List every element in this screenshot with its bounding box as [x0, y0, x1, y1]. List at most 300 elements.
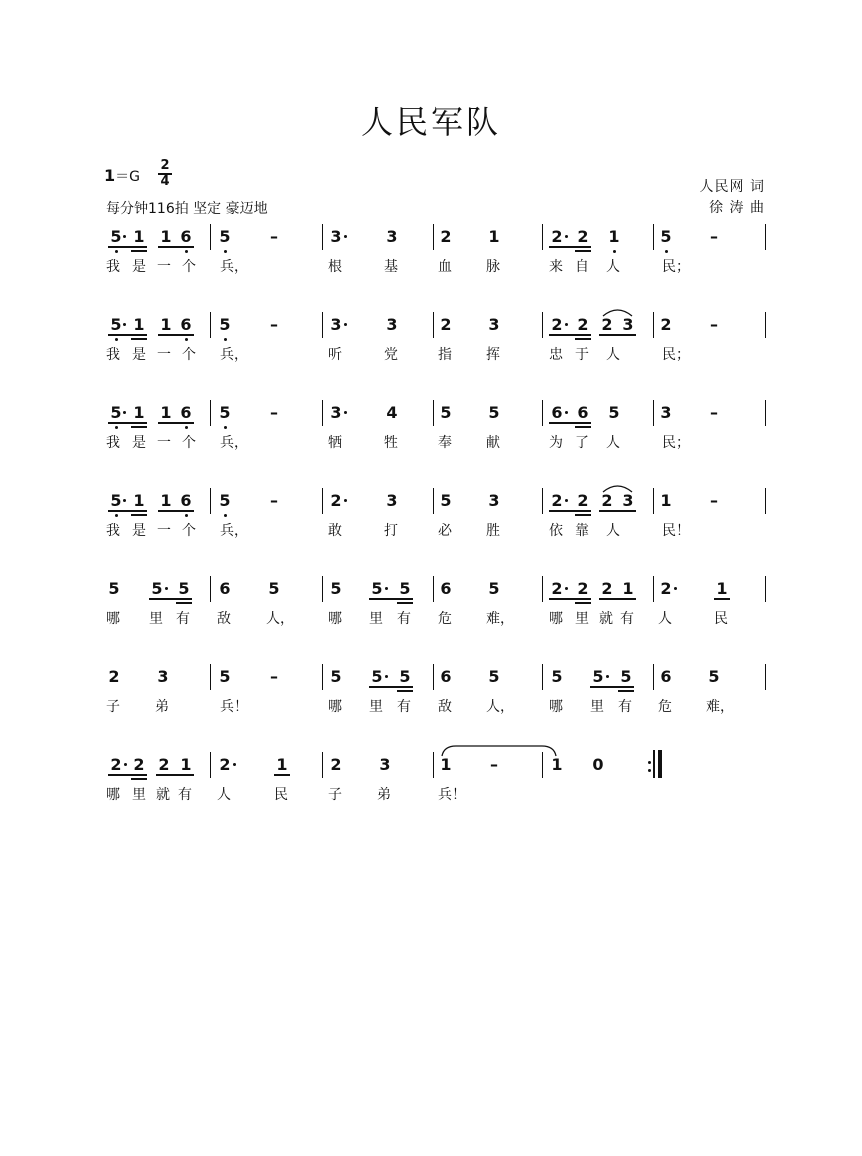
beam-underline — [549, 598, 591, 600]
lower-octave-dot — [665, 250, 668, 253]
note: 5 — [110, 315, 122, 334]
lyric-syllable: 人 — [658, 611, 672, 627]
barline — [433, 488, 434, 514]
augmentation-dot — [385, 675, 388, 678]
note: 2 — [577, 315, 589, 334]
note: – — [710, 403, 718, 422]
note: 2 — [551, 227, 563, 246]
beam-underline — [158, 334, 194, 336]
key-text: ＝G — [115, 169, 140, 185]
beam-underline — [549, 510, 591, 512]
barline — [322, 400, 323, 426]
barline — [653, 664, 654, 690]
lower-octave-dot — [115, 250, 118, 253]
augmentation-dot — [565, 499, 568, 502]
augmentation-dot — [385, 587, 388, 590]
beam-underline — [176, 602, 192, 604]
lyric-syllable: 个 — [182, 347, 196, 363]
note: 5 — [219, 667, 231, 686]
beam-underline — [369, 686, 413, 688]
note: 3 — [330, 227, 342, 246]
note: 2 — [577, 491, 589, 510]
note: 5 — [219, 227, 231, 246]
final-barline-thick — [658, 750, 662, 778]
barline — [433, 664, 434, 690]
barline — [210, 752, 211, 778]
lyric-syllable: 依 — [549, 523, 563, 539]
note: 2 — [601, 491, 613, 510]
final-barline-thin — [653, 750, 655, 778]
beam-underline — [575, 514, 591, 516]
lyric-syllable: 里 — [369, 699, 383, 715]
time-signature — [158, 160, 172, 188]
beam-underline — [131, 514, 147, 516]
note: 2 — [108, 667, 120, 686]
time-signature-top: 2 — [160, 158, 170, 173]
lower-octave-dot — [224, 338, 227, 341]
lyricist-credit: 人民网 词 — [699, 179, 765, 195]
lyric-syllable: 我 — [106, 259, 120, 275]
lyric-syllable: 兵！ — [438, 787, 466, 803]
beam-underline — [158, 510, 194, 512]
note: 2 — [440, 227, 452, 246]
beam-underline — [549, 246, 591, 248]
barline — [322, 664, 323, 690]
beam-underline — [369, 598, 413, 600]
lyric-syllable: 里 — [132, 787, 146, 803]
note: 5 — [151, 579, 163, 598]
lyric-syllable: 一 — [157, 347, 171, 363]
augmentation-dot — [565, 323, 568, 326]
barline — [653, 576, 654, 602]
note: – — [710, 227, 718, 246]
note: 3 — [488, 315, 500, 334]
barline — [765, 224, 766, 250]
lyric-syllable: 人 — [606, 347, 620, 363]
lyric-syllable: 胜 — [486, 523, 500, 539]
lyric-syllable: 哪 — [328, 699, 342, 715]
lyric-syllable: 牺 — [328, 435, 342, 451]
augmentation-dot — [344, 499, 347, 502]
note: 6 — [180, 403, 192, 422]
lyric-syllable: 里 — [575, 611, 589, 627]
lyric-syllable: 有 — [397, 699, 411, 715]
note: – — [270, 227, 278, 246]
barline — [322, 312, 323, 338]
beam-underline — [108, 510, 147, 512]
lyric-syllable: 哪 — [328, 611, 342, 627]
augmentation-dot — [123, 411, 126, 414]
note: 0 — [592, 755, 604, 774]
note: 1 — [622, 579, 634, 598]
note: 2 — [440, 315, 452, 334]
barline — [542, 400, 543, 426]
beam-underline — [575, 426, 591, 428]
augmentation-dot — [674, 587, 677, 590]
lyric-syllable: 敢 — [328, 523, 342, 539]
lyric-syllable: 我 — [106, 347, 120, 363]
lyric-syllable: 我 — [106, 523, 120, 539]
lyric-syllable: 奉 — [438, 435, 452, 451]
lyric-syllable: 兵， — [220, 435, 248, 451]
beam-underline — [599, 334, 636, 336]
note: 2 — [330, 491, 342, 510]
beam-underline — [397, 602, 413, 604]
lyric-syllable: 里 — [149, 611, 163, 627]
note: 5 — [399, 579, 411, 598]
lyric-syllable: 个 — [182, 435, 196, 451]
augmentation-dot — [606, 675, 609, 678]
note: 2 — [660, 315, 672, 334]
beam-underline — [108, 246, 147, 248]
lyric-syllable: 兵！ — [220, 699, 248, 715]
beam-underline — [575, 602, 591, 604]
note: 6 — [577, 403, 589, 422]
barline — [542, 488, 543, 514]
lyric-syllable: 脉 — [486, 259, 500, 275]
barline — [210, 224, 211, 250]
lyric-syllable: 是 — [132, 523, 146, 539]
lyric-syllable: 就 — [599, 611, 613, 627]
note: 1 — [133, 491, 145, 510]
barline — [765, 312, 766, 338]
lyric-syllable: 一 — [157, 523, 171, 539]
lyric-syllable: 难， — [486, 611, 514, 627]
repeat-dot — [648, 761, 651, 764]
note: 5 — [110, 491, 122, 510]
beam-underline — [549, 334, 591, 336]
song-title: 人民军队 — [360, 103, 501, 141]
note: 3 — [330, 315, 342, 334]
note: 3 — [660, 403, 672, 422]
lyric-syllable: 我 — [106, 435, 120, 451]
barline — [433, 576, 434, 602]
composer-credit: 徐 涛 曲 — [709, 200, 765, 216]
lyric-syllable: 民 — [274, 787, 288, 803]
system-3 — [0, 402, 862, 482]
beam-underline — [618, 690, 634, 692]
barline — [210, 664, 211, 690]
note: 1 — [440, 755, 452, 774]
lyric-syllable: 有 — [618, 699, 632, 715]
note: 2 — [551, 315, 563, 334]
lyric-syllable: 必 — [438, 523, 452, 539]
note: 5 — [440, 491, 452, 510]
augmentation-dot — [123, 235, 126, 238]
lyric-syllable: 个 — [182, 259, 196, 275]
lyric-syllable: 敌 — [217, 611, 231, 627]
slur — [603, 483, 632, 493]
beam-underline — [156, 774, 194, 776]
note: 3 — [386, 227, 398, 246]
lyric-syllable: 指 — [438, 347, 452, 363]
note: 2 — [330, 755, 342, 774]
note: – — [270, 667, 278, 686]
note: 5 — [178, 579, 190, 598]
slur — [603, 307, 632, 317]
note: – — [710, 491, 718, 510]
note: 2 — [577, 579, 589, 598]
lyric-syllable: 弟 — [155, 699, 169, 715]
lyric-syllable: 民； — [662, 347, 690, 363]
note: – — [270, 315, 278, 334]
note: 2 — [551, 579, 563, 598]
tempo-marking: 每分钟116拍 坚定 豪迈地 — [106, 201, 268, 217]
beam-underline — [131, 778, 147, 780]
barline — [322, 752, 323, 778]
note: 3 — [330, 403, 342, 422]
lyric-syllable: 是 — [132, 347, 146, 363]
note: 5 — [219, 491, 231, 510]
note: 5 — [108, 579, 120, 598]
lyric-syllable: 兵， — [220, 347, 248, 363]
augmentation-dot — [565, 411, 568, 414]
barline — [653, 400, 654, 426]
note: 3 — [488, 491, 500, 510]
note: 5 — [620, 667, 632, 686]
lyric-syllable: 人 — [217, 787, 231, 803]
lyric-syllable: 人， — [486, 699, 514, 715]
note: 5 — [219, 403, 231, 422]
beam-underline — [131, 250, 147, 252]
beam-underline — [149, 598, 192, 600]
note: 6 — [219, 579, 231, 598]
lyric-syllable: 子 — [106, 699, 120, 715]
lyric-syllable: 一 — [157, 259, 171, 275]
lower-octave-dot — [224, 250, 227, 253]
lyric-syllable: 有 — [620, 611, 634, 627]
barline — [322, 488, 323, 514]
beam-underline — [131, 426, 147, 428]
augmentation-dot — [165, 587, 168, 590]
barline — [210, 488, 211, 514]
barline — [322, 576, 323, 602]
note: 5 — [371, 579, 383, 598]
lyric-syllable: 于 — [575, 347, 589, 363]
lower-octave-dot — [613, 250, 616, 253]
system-1 — [0, 226, 862, 306]
note: 5 — [592, 667, 604, 686]
system-6 — [0, 666, 862, 746]
note: 1 — [160, 491, 172, 510]
note: 6 — [440, 667, 452, 686]
lower-octave-dot — [224, 426, 227, 429]
beam-underline — [158, 246, 194, 248]
note: 3 — [622, 491, 634, 510]
lyric-syllable: 人 — [606, 435, 620, 451]
note: 2 — [133, 755, 145, 774]
lyric-syllable: 弟 — [377, 787, 391, 803]
lyric-syllable: 哪 — [106, 787, 120, 803]
tie — [442, 745, 556, 757]
note: 6 — [551, 403, 563, 422]
beam-underline — [575, 250, 591, 252]
augmentation-dot — [344, 323, 347, 326]
lyric-syllable: 献 — [486, 435, 500, 451]
note: 5 — [708, 667, 720, 686]
note: 6 — [180, 227, 192, 246]
time-signature-bottom: 4 — [160, 173, 170, 189]
lower-octave-dot — [115, 338, 118, 341]
note: 2 — [601, 315, 613, 334]
note: 5 — [660, 227, 672, 246]
note: 2 — [219, 755, 231, 774]
lyric-syllable: 了 — [575, 435, 589, 451]
note: 3 — [386, 315, 398, 334]
augmentation-dot — [233, 763, 236, 766]
barline — [210, 576, 211, 602]
note: 2 — [158, 755, 170, 774]
note: 5 — [399, 667, 411, 686]
lyric-syllable: 敌 — [438, 699, 452, 715]
note: 2 — [110, 755, 122, 774]
repeat-dot — [648, 769, 651, 772]
lyric-syllable: 危 — [658, 699, 672, 715]
note: 5 — [608, 403, 620, 422]
lyric-syllable: 来 — [549, 259, 563, 275]
lower-octave-dot — [185, 250, 188, 253]
barline — [210, 312, 211, 338]
beam-underline — [158, 422, 194, 424]
note: 1 — [608, 227, 620, 246]
system-2 — [0, 314, 862, 394]
beam-underline — [108, 334, 147, 336]
lower-octave-dot — [224, 514, 227, 517]
lyric-syllable: 牲 — [384, 435, 398, 451]
beam-underline — [549, 422, 591, 424]
note: 1 — [133, 403, 145, 422]
note: 1 — [160, 227, 172, 246]
lyric-syllable: 忠 — [549, 347, 563, 363]
barline — [653, 312, 654, 338]
note: 5 — [371, 667, 383, 686]
lyric-syllable: 打 — [384, 523, 398, 539]
beam-underline — [397, 690, 413, 692]
system-4 — [0, 490, 862, 570]
beam-underline — [599, 598, 636, 600]
barline — [542, 576, 543, 602]
barline — [433, 752, 434, 778]
lyric-syllable: 靠 — [575, 523, 589, 539]
key-signature — [104, 166, 140, 186]
augmentation-dot — [123, 323, 126, 326]
lyric-syllable: 人 — [606, 523, 620, 539]
lyric-syllable: 有 — [178, 787, 192, 803]
lyric-syllable: 哪 — [549, 611, 563, 627]
augmentation-dot — [123, 499, 126, 502]
barline — [653, 224, 654, 250]
lyric-syllable: 根 — [328, 259, 342, 275]
note: 1 — [133, 227, 145, 246]
note: 2 — [601, 579, 613, 598]
note: – — [710, 315, 718, 334]
system-7 — [0, 754, 862, 834]
lyric-syllable: 里 — [590, 699, 604, 715]
note: 1 — [551, 755, 563, 774]
lyric-syllable: 子 — [328, 787, 342, 803]
note: 3 — [386, 491, 398, 510]
lyric-syllable: 哪 — [549, 699, 563, 715]
augmentation-dot — [565, 587, 568, 590]
lyric-syllable: 个 — [182, 523, 196, 539]
augmentation-dot — [344, 411, 347, 414]
note: 6 — [440, 579, 452, 598]
note: 5 — [488, 667, 500, 686]
note: 1 — [716, 579, 728, 598]
lyric-syllable: 是 — [132, 259, 146, 275]
lyric-syllable: 自 — [575, 259, 589, 275]
lyric-syllable: 兵， — [220, 259, 248, 275]
beam-underline — [131, 338, 147, 340]
lyric-syllable: 一 — [157, 435, 171, 451]
lyric-syllable: 兵， — [220, 523, 248, 539]
note: 1 — [488, 227, 500, 246]
barline — [765, 488, 766, 514]
lower-octave-dot — [185, 514, 188, 517]
lyric-syllable: 为 — [549, 435, 563, 451]
lyric-syllable: 民； — [662, 435, 690, 451]
lyric-syllable: 党 — [384, 347, 398, 363]
note: 1 — [180, 755, 192, 774]
note: 3 — [157, 667, 169, 686]
note: 2 — [577, 227, 589, 246]
lyric-syllable: 哪 — [106, 611, 120, 627]
note: 2 — [551, 491, 563, 510]
note: 3 — [622, 315, 634, 334]
barline — [542, 664, 543, 690]
lyric-syllable: 血 — [438, 259, 452, 275]
beam-underline — [599, 510, 636, 512]
barline — [765, 576, 766, 602]
beam-underline — [108, 422, 147, 424]
beam-underline — [108, 774, 147, 776]
lyric-syllable: 挥 — [486, 347, 500, 363]
lyric-syllable: 就 — [156, 787, 170, 803]
augmentation-dot — [124, 763, 127, 766]
barline — [433, 400, 434, 426]
note: 5 — [440, 403, 452, 422]
lyric-syllable: 人 — [606, 259, 620, 275]
note: 5 — [488, 579, 500, 598]
lyric-syllable: 有 — [397, 611, 411, 627]
system-5 — [0, 578, 862, 658]
barline — [765, 664, 766, 690]
beam-underline — [274, 774, 290, 776]
note: 5 — [330, 667, 342, 686]
lyric-syllable: 是 — [132, 435, 146, 451]
lyric-syllable: 听 — [328, 347, 342, 363]
note: 4 — [386, 403, 398, 422]
note: 1 — [160, 403, 172, 422]
lyric-syllable: 民 — [714, 611, 728, 627]
note: – — [270, 403, 278, 422]
beam-underline — [575, 338, 591, 340]
note: 6 — [180, 491, 192, 510]
barline — [542, 312, 543, 338]
key-tonic: 1 — [104, 166, 116, 185]
note: 5 — [488, 403, 500, 422]
beam-underline — [590, 686, 634, 688]
note: 1 — [276, 755, 288, 774]
note: 2 — [660, 579, 672, 598]
note: 5 — [110, 403, 122, 422]
lower-octave-dot — [115, 426, 118, 429]
barline — [653, 488, 654, 514]
barline — [542, 224, 543, 250]
barline — [210, 400, 211, 426]
note: 1 — [133, 315, 145, 334]
lyric-syllable: 里 — [369, 611, 383, 627]
